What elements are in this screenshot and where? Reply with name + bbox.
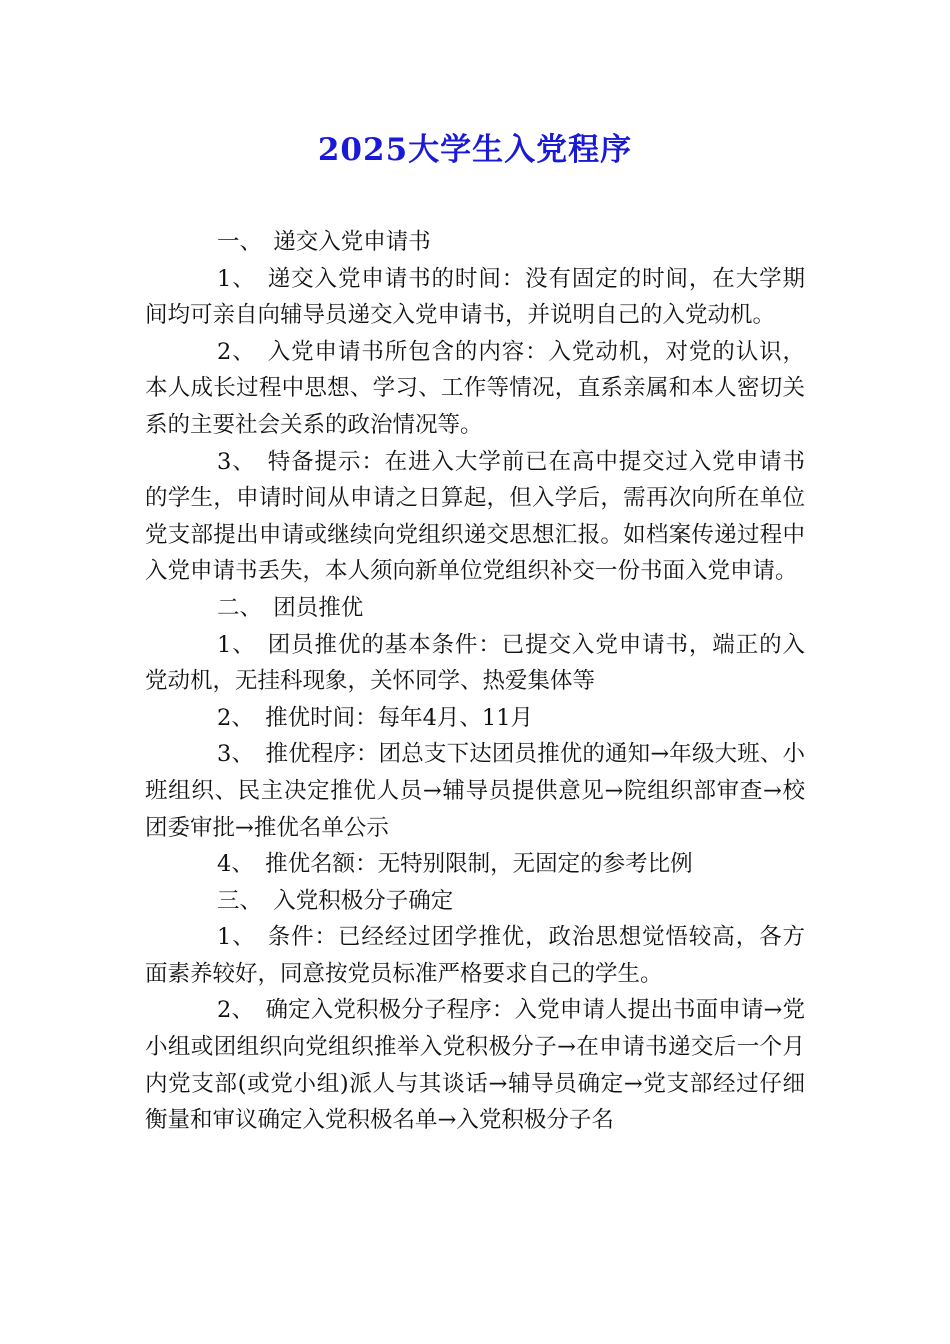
section-heading-3: 三、 入党积极分子确定 bbox=[217, 887, 454, 914]
section-heading-1: 一、 递交入党申请书 bbox=[217, 229, 431, 255]
paragraph-2-1: 1、 团员推优的基本条件：已提交入党申请书，端正的入党动机，无挂科现象，关怀同学、热爱集体等 bbox=[145, 631, 805, 695]
paragraph-1-2: 2、 入党申请书所包含的内容：入党动机，对党的认识，本人成长过程中思想、学习、工作等情况，直系亲属和本人密切关系的主要社会关系的政治情况等。 bbox=[145, 338, 805, 438]
paragraph-2-2: 2、 推优时间：每年4月、11月 bbox=[217, 704, 534, 731]
document-title: 2025大学生入党程序 bbox=[317, 132, 633, 168]
section-heading-2: 二、 团员推优 bbox=[217, 594, 364, 621]
paragraph-1-1: 1、 递交入党申请书的时间：没有固定的时间，在大学期间均可亲自向辅导员递交入党申请书，并说明自己的入党动机。 bbox=[145, 265, 805, 329]
paragraph-1-3: 3、 特备提示：在进入大学前已在高中提交过入党申请书的学生，申请时间从申请之日算起，但入学后，需再次向所在单位党支部提出申请或继续向党组织递交思想汇报。如档案传递过程中入党申请书丢失，本人须向新单位党组织补交一份书面入党申请。 bbox=[145, 448, 805, 585]
paragraph-2-3: 3、 推优程序：团总支下达团员推优的通知→年级大班、小班组织、民主决定推优人员→辅导员提供意见→院组织部审查→校团委审批→推优名单公示 bbox=[145, 741, 805, 841]
paragraph-2-4: 4、 推优名额：无特别限制，无固定的参考比例 bbox=[217, 851, 693, 878]
paragraph-3-2: 2、 确定入党积极分子程序：入党申请人提出书面申请→党小组或团组织向党组织推举入党积极分子→在申请书递交后一个月内党支部(或党小组)派人与其谈话→辅导员确定→党支部经过仔细衡量和审议确定入党积极名单→入党积极分子名 bbox=[145, 997, 805, 1134]
document-body bbox=[145, 224, 805, 1139]
paragraph-3-1: 1、 条件：已经经过团学推优，政治思想觉悟较高，各方面素养较好，同意按党员标准严格要求自己的学生。 bbox=[145, 924, 805, 987]
